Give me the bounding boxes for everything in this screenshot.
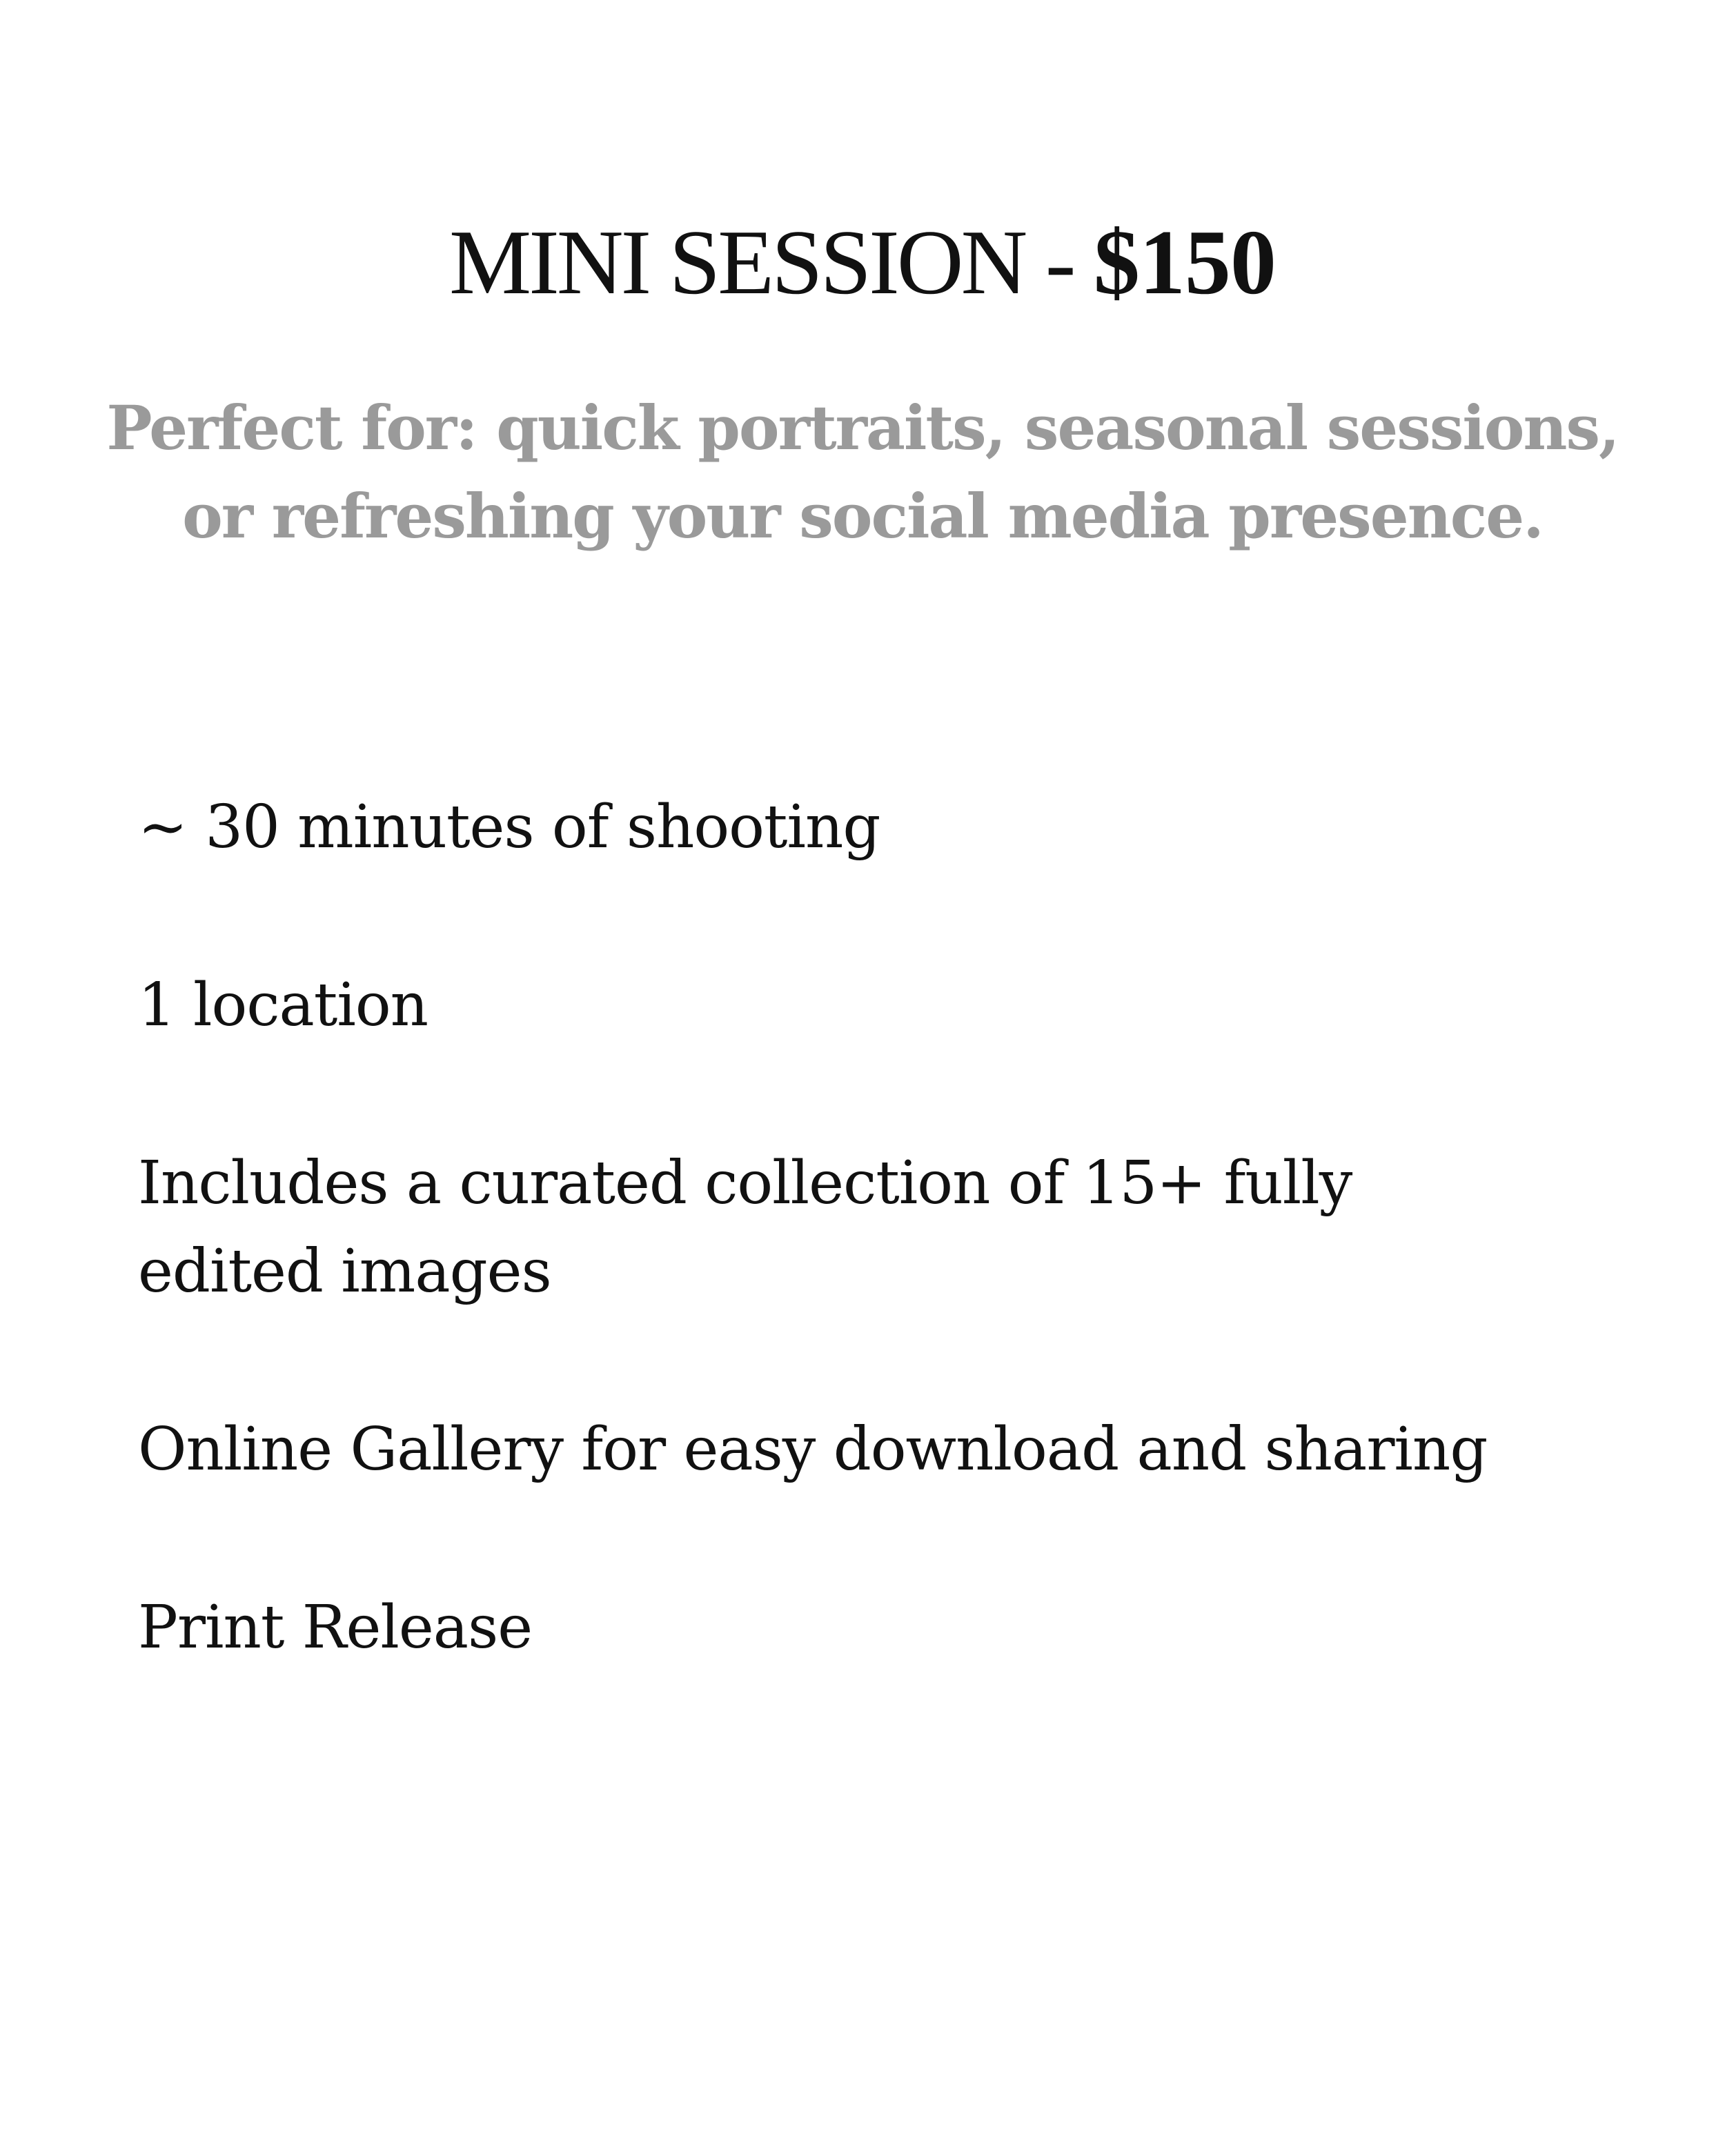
feature-item-duration: ~ 30 minutes of shooting bbox=[138, 793, 880, 862]
page-title bbox=[0, 210, 1725, 314]
feature-item-location: 1 location bbox=[138, 971, 428, 1040]
package-price: $150 bbox=[1093, 210, 1276, 313]
feature-item-print-release: Print Release bbox=[138, 1593, 533, 1662]
package-name: MINI SESSION - bbox=[449, 210, 1094, 313]
feature-item-images: Includes a curated collection of 15+ fully edited images bbox=[138, 1149, 1352, 1306]
feature-list bbox=[138, 783, 1656, 1761]
package-subtitle: Perfect for: quick portraits, seasonal sessions, or refreshing your social media presence. bbox=[106, 392, 1619, 552]
feature-item-gallery: Online Gallery for easy download and sharing bbox=[138, 1415, 1488, 1484]
